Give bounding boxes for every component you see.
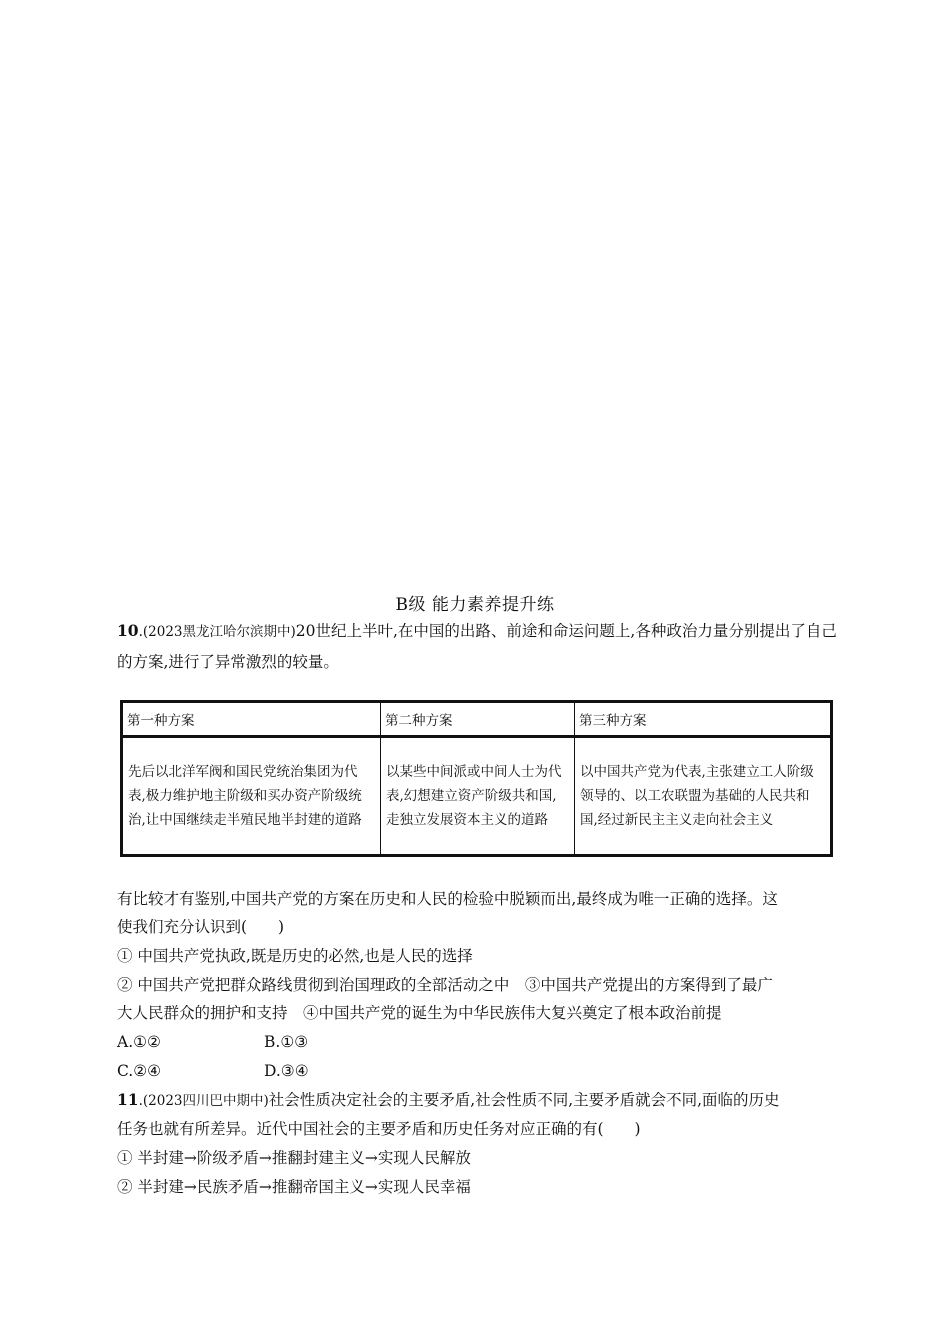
- question-10-stem: [117, 616, 839, 677]
- statement-item: ① 中国共产党执政,既是历史的必然,也是人民的选择: [117, 947, 473, 965]
- question-10-followup-line: 有比较才有鉴别,中国共产党的方案在历史和人民的检验中脱颖而出,最终成为唯一正确的选择。这: [117, 890, 778, 908]
- question-10-followup-line: 使我们充分认识到( ): [117, 918, 285, 936]
- table-cell: 先后以北洋军阀和国民党统治集团为代表,极力维护地主阶级和买办资产阶级统治,让中国继续走半殖民地半封建的道路: [122, 737, 381, 856]
- table-header-cell: 第二种方案: [381, 702, 575, 737]
- statement-item: ② 中国共产党把群众路线贯彻到治国理政的全部活动之中 ③中国共产党提出的方案得到了最广: [117, 976, 773, 994]
- table-row: [122, 737, 832, 856]
- question-number: 10: [117, 621, 139, 640]
- scheme-table: [120, 700, 833, 857]
- table-cell: 以中国共产党为代表,主张建立工人阶级领导的、以工农联盟为基础的人民共和国,经过新民主主义走向社会主义: [575, 737, 832, 856]
- statement-item: ① 半封建→阶级矛盾→推翻封建主义→实现人民解放: [117, 1149, 471, 1167]
- table-cell: 以某些中间派或中间人士为代表,幻想建立资产阶级共和国,走独立发展资本主义的道路: [381, 737, 575, 856]
- statement-item: ② 半封建→民族矛盾→推翻帝国主义→实现人民幸福: [117, 1178, 471, 1196]
- question-stem-text: 社会性质决定社会的主要矛盾,社会性质不同,主要矛盾就会不同,面临的历史: [268, 1091, 780, 1109]
- choice-c[interactable]: C.②④: [117, 1062, 162, 1080]
- question-11-stem: [117, 1086, 780, 1115]
- choice-a[interactable]: A.①②: [117, 1033, 161, 1051]
- question-source: .(2023四川巴中期中): [138, 1093, 269, 1109]
- table-header-row: [122, 702, 832, 737]
- section-title: B级 能力素养提升练: [395, 595, 555, 615]
- choice-d[interactable]: D.③④: [264, 1062, 309, 1080]
- table-header-cell: 第三种方案: [575, 702, 832, 737]
- question-11-stem-line: 任务也就有所差异。近代中国社会的主要矛盾和历史任务对应正确的有( ): [117, 1120, 641, 1138]
- statement-item: 大人民群众的拥护和支持 ④中国共产党的诞生为中华民族伟大复兴奠定了根本政治前提: [117, 1004, 722, 1022]
- table-header-cell: 第一种方案: [122, 702, 381, 737]
- question-number: 11: [117, 1090, 139, 1109]
- question-stem-text: 20世纪上半叶,在中国的出路、前途和命运问题上,各种政治力量分别提出了自己的方案,进行了异常激烈的较量。: [117, 622, 837, 671]
- choice-b[interactable]: B.①③: [264, 1033, 309, 1051]
- question-source: .(2023黑龙江哈尔滨期中): [138, 624, 296, 640]
